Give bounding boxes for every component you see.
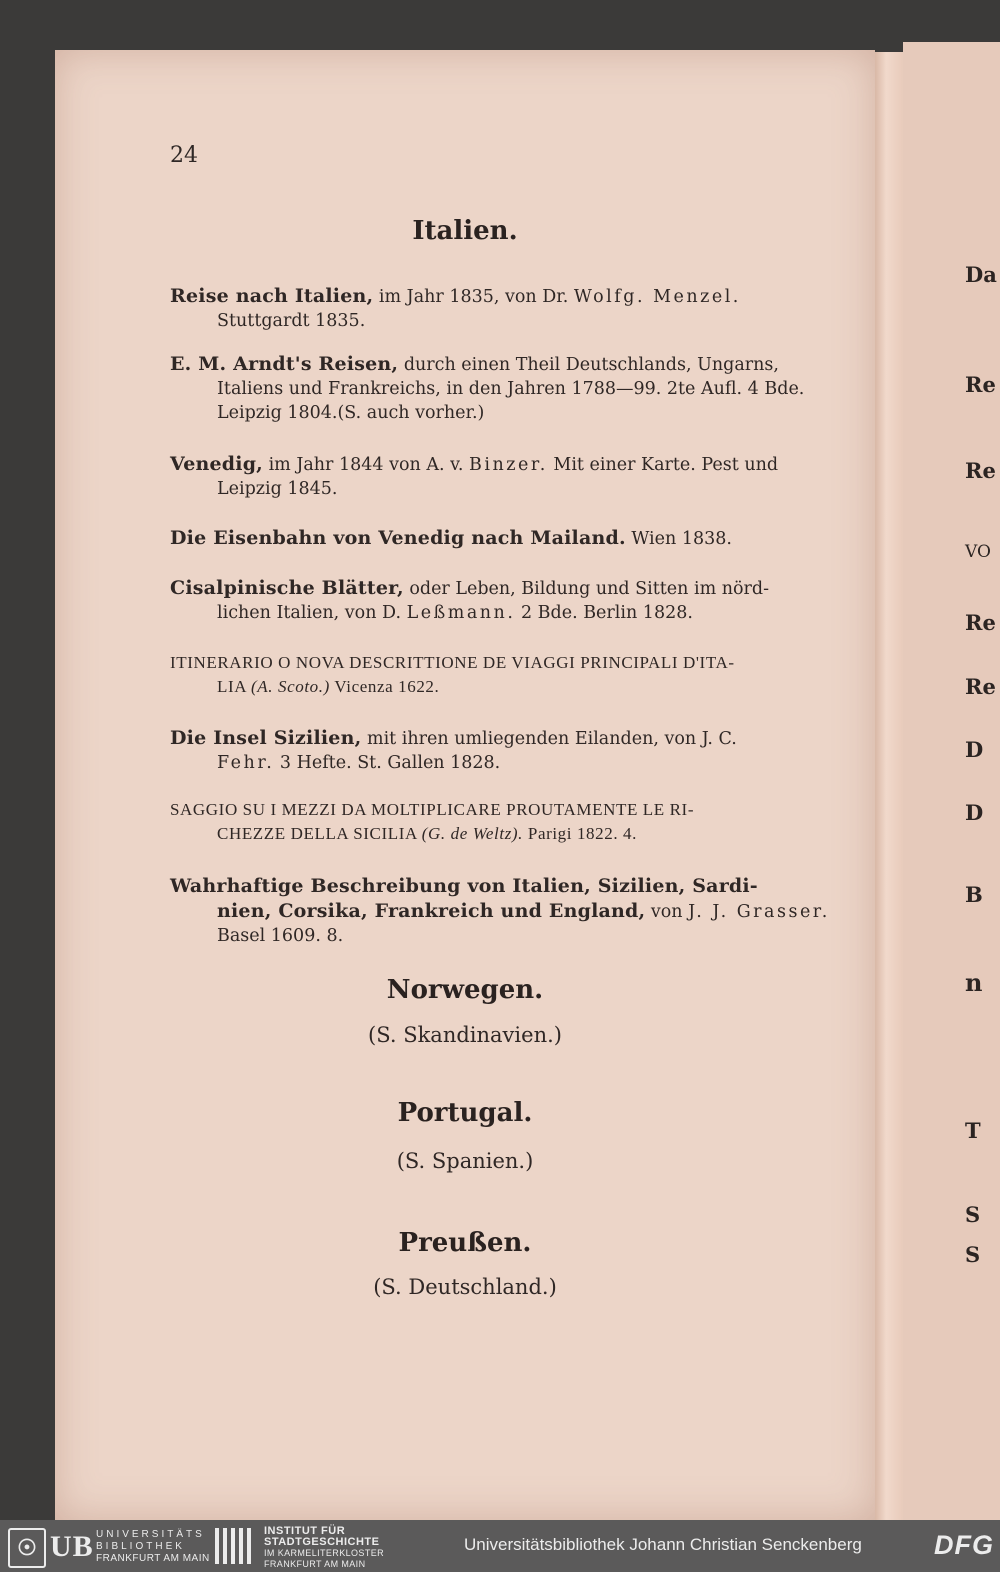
section-heading-portugal: Portugal.	[397, 1098, 533, 1128]
entry-text: von	[645, 902, 689, 922]
entry-continuation: LIA	[217, 677, 252, 696]
adjacent-fragment: Re	[965, 674, 996, 699]
ub-line: FRANKFURT AM MAIN	[96, 1553, 210, 1564]
ub-logo[interactable]: UB	[50, 1530, 94, 1563]
entry-title: SAGGIO SU I MEZZI DA MOLTIPLICARE PROUTAMENTE LE RI-	[170, 800, 695, 819]
adjacent-fragment: Re	[965, 372, 996, 397]
library-name-link[interactable]: Universitätsbibliothek Johann Christian Senckenberg	[464, 1535, 862, 1554]
bibliography-entry	[170, 452, 852, 501]
isg-logo-text	[264, 1526, 384, 1570]
entry-author: (A. Scoto.)	[251, 677, 330, 696]
bibliography-entry	[170, 526, 852, 551]
isg-line: FRANKFURT AM MAIN	[264, 1559, 366, 1569]
entry-continuation: Leipzig 1845.	[217, 479, 338, 499]
entry-text: im Jahr 1835, von Dr.	[373, 287, 574, 307]
entry-text: durch einen Theil Deutschlands, Ungarns,	[398, 355, 779, 375]
entry-continuation: Italiens und Frankreichs, in den Jahren 1788—99. 2te Aufl. 4 Bde. Leipzig 1804.(S. auch vorher.)	[217, 379, 805, 423]
dfg-logo[interactable]: DFG	[934, 1530, 994, 1560]
isg-line: IM KARMELITERKLOSTER	[264, 1548, 385, 1558]
adjacent-fragment: S	[965, 1242, 981, 1267]
adjacent-page	[903, 42, 1000, 1520]
adjacent-fragment: D	[965, 737, 984, 762]
adjacent-fragment: T	[965, 1118, 981, 1143]
entry-text: mit ihren umliegenden Eilanden, von J. C.	[361, 729, 737, 749]
book-page	[55, 50, 875, 1520]
adjacent-fragment: Da	[965, 262, 997, 287]
ub-logo-text	[96, 1529, 210, 1565]
ub-seal-icon: ☉	[8, 1528, 46, 1568]
entry-text: im Jahr 1844 von A. v.	[263, 455, 470, 475]
section-heading-preussen: Preußen.	[398, 1228, 532, 1258]
adjacent-fragment: B	[965, 882, 983, 907]
bibliography-entry	[170, 576, 852, 625]
adjacent-fragment: Re	[965, 458, 996, 483]
entry-title: Die Eisenbahn von Venedig nach Mailand.	[170, 527, 626, 549]
entry-text: Wien 1838.	[625, 529, 732, 549]
entry-author: Binzer.	[469, 455, 548, 475]
ub-line: UNIVERSITÄTS	[96, 1529, 205, 1540]
adjacent-fragment: Re	[965, 610, 996, 635]
isg-line: STADTGESCHICHTE	[264, 1536, 380, 1548]
adjacent-fragment: n	[965, 968, 983, 997]
isg-columns-icon[interactable]	[213, 1528, 253, 1564]
isg-line: INSTITUT FÜR	[264, 1525, 346, 1537]
viewer-footer	[0, 1520, 1000, 1572]
adjacent-fragment: VO	[965, 542, 991, 562]
entry-author: Fehr.	[217, 753, 275, 773]
entry-text: Vicenza 1622.	[329, 677, 440, 696]
bibliography-entry	[170, 352, 852, 425]
section-heading-italien: Italien.	[412, 216, 518, 246]
entry-author: J. J. Grasser.	[688, 902, 830, 922]
entry-title: Venedig,	[170, 453, 263, 475]
entry-text: oder Leben, Bildung und Sitten im nörd-	[403, 579, 770, 599]
bibliography-entry	[170, 726, 852, 775]
entry-author: Leßmann.	[406, 603, 516, 623]
bibliography-entry	[170, 798, 852, 846]
bibliography-entry	[170, 651, 852, 699]
entry-text: Parigi 1822. 4.	[523, 824, 638, 843]
entry-author: (G. de Weltz).	[421, 824, 524, 843]
entry-continuation: CHEZZE DELLA SICILIA	[217, 824, 422, 843]
section-heading-norwegen: Norwegen.	[386, 975, 544, 1005]
adjacent-fragment: S	[965, 1202, 981, 1227]
entry-title: Reise nach Italien,	[170, 285, 374, 307]
cross-reference: (S. Deutschland.)	[373, 1275, 557, 1299]
entry-title: nien, Corsika, Frankreich und England,	[217, 900, 646, 922]
page-number: 24	[170, 143, 198, 168]
entry-title: E. M. Arndt's Reisen,	[170, 353, 399, 375]
entry-title: Wahrhaftige Beschreibung von Italien, Sizilien, Sardi-	[170, 875, 758, 897]
entry-continuation: Basel 1609. 8.	[217, 926, 344, 946]
page-gutter	[875, 52, 903, 1520]
entry-author: Wolfg. Menzel.	[573, 287, 741, 307]
bibliography-entry	[170, 284, 852, 333]
entry-continuation: Stuttgardt 1835.	[217, 311, 366, 331]
cross-reference: (S. Spanien.)	[396, 1149, 534, 1173]
adjacent-fragment: D	[965, 800, 984, 825]
bibliography-entry	[170, 874, 852, 948]
entry-title: Die Insel Sizilien,	[170, 727, 362, 749]
entry-text: 2 Bde. Berlin 1828.	[515, 603, 693, 623]
entry-continuation: lichen Italien, von D.	[217, 603, 407, 623]
entry-text: Mit einer Karte. Pest und	[547, 455, 779, 475]
cross-reference: (S. Skandinavien.)	[368, 1023, 562, 1047]
entry-title: Cisalpinische Blätter,	[170, 577, 404, 599]
entry-title: ITINERARIO O NOVA DESCRITTIONE DE VIAGGI PRINCIPALI D'ITA-	[170, 653, 735, 672]
entry-text: 3 Hefte. St. Gallen 1828.	[274, 753, 501, 773]
ub-line: BIBLIOTHEK	[96, 1541, 185, 1552]
